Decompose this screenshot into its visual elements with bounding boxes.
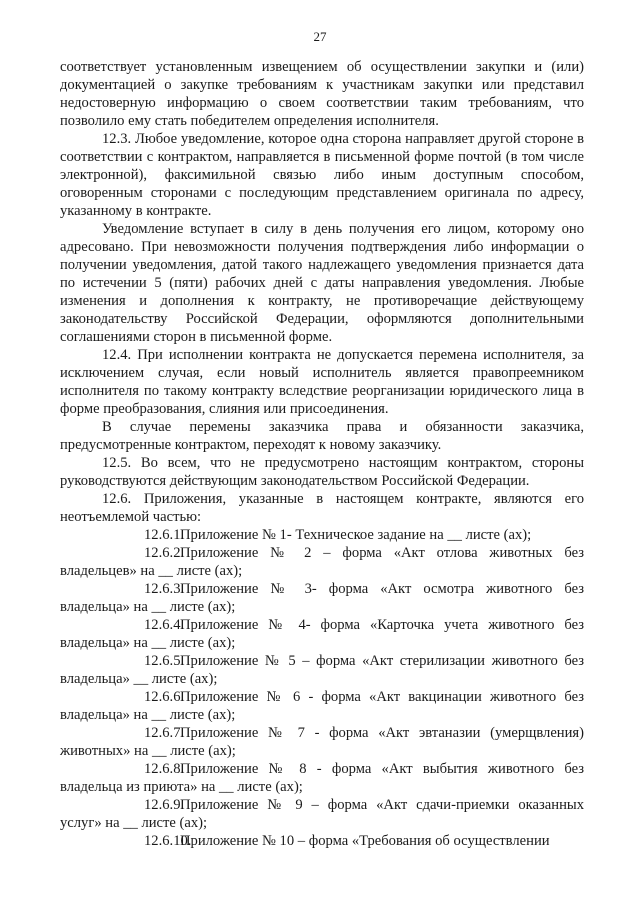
paragraph: Уведомление вступает в силу в день получения его лицом, которому оно адресовано. При невозможности получения подтверждения либо информации о получении уведомления, датой такого надлежащего уведомления признается дата по истечении 5 (пяти) рабочих дней с даты направления уведомления. Любые изменения и дополнения к контракту, не противоречащие действующему законодательству Российской Федерации, оформляются дополнительными соглашениями сторон в письменной форме. [60,221,584,345]
appendix-item-text: Приложение № 4- форма «Карточка учета животного без владельца» на __ листе (ах); [60,617,584,651]
appendix-item-number: 12.6.6. [144,689,185,705]
appendix-item-number: 12.6.7. [144,725,185,741]
appendix-item [60,688,584,724]
appendix-item-text: Приложение № 7 - форма «Акт эвтаназии (умерщвления) животных» на __ листе (ах); [60,725,584,759]
appendix-item [60,544,584,580]
appendix-item [60,652,584,688]
appendix-item [60,526,584,544]
paragraph-list [60,58,584,526]
appendix-list [60,526,584,850]
appendix-item-text: Приложение № 9 – форма «Акт сдачи-приемки оказанных услуг» на __ листе (ах); [60,797,584,831]
appendix-item-number: 12.6.3. [144,581,185,597]
appendix-item [60,580,584,616]
appendix-item-text: Приложение № 8 - форма «Акт выбытия животного без владельца из приюта» на __ листе (ах); [60,761,584,795]
appendix-item-text: Приложение № 5 – форма «Акт стерилизации животного без владельца» __ листе (ах); [60,653,584,687]
appendix-item-text: Приложение № 1- Техническое задание на __ листе (ах); [180,527,532,543]
page-number: 27 [313,29,327,44]
appendix-item-number: 12.6.2. [144,545,185,561]
appendix-item-number: 12.6.8. [144,761,185,777]
appendix-item [60,760,584,796]
appendix-item-text: Приложение № 10 – форма «Требования об осуществлении [180,833,550,849]
paragraph: 12.5. Во всем, что не предусмотрено настоящим контрактом, стороны руководствуются действующим законодательством Российской Федерации. [60,455,584,489]
paragraph: 12.3. Любое уведомление, которое одна сторона направляет другой стороне в соответствии с контрактом, направляется в письменной форме почтой (в том числе электронной), факсимильной связью либо иным доступным способом, оговоренным сторонами с последующим представлением оригинала по адресу, указанному в контракте. [60,131,584,219]
paragraph: соответствует установленным извещением об осуществлении закупки и (или) документацией о закупке требованиям к участникам закупки или представил недостоверную информацию о своем соответствии таким требованиям, что позволило ему стать победителем определения исполнителя. [60,59,584,129]
appendix-item-number: 12.6.10. [144,833,192,849]
appendix-item-text: Приложение № 2 – форма «Акт отлова животных без владельцев» на __ листе (ах); [60,545,584,579]
appendix-item [60,796,584,832]
appendix-item-number: 12.6.4. [144,617,185,633]
appendix-item [60,832,584,850]
paragraph: В случае перемены заказчика права и обязанности заказчика, предусмотренные контрактом, переходят к новому заказчику. [60,419,584,453]
appendix-item-number: 12.6.5. [144,653,185,669]
paragraph: 12.6. Приложения, указанные в настоящем контракте, являются его неотъемлемой частью: [60,491,584,525]
appendix-item [60,724,584,760]
appendix-item-number: 12.6.9. [144,797,185,813]
appendix-item-number: 12.6.1. [144,527,185,543]
appendix-item-text: Приложение № 3- форма «Акт осмотра животного без владельца» на __ листе (ах); [60,581,584,615]
appendix-item-text: Приложение № 6 - форма «Акт вакцинации животного без владельца» на __ листе (ах); [60,689,584,723]
appendix-item [60,616,584,652]
paragraph: 12.4. При исполнении контракта не допускается перемена исполнителя, за исключением случая, если новый исполнитель является правопреемником исполнителя по такому контракту вследствие реорганизации юридического лица в форме преобразования, слияния или присоединения. [60,347,584,417]
document-body [60,58,584,850]
